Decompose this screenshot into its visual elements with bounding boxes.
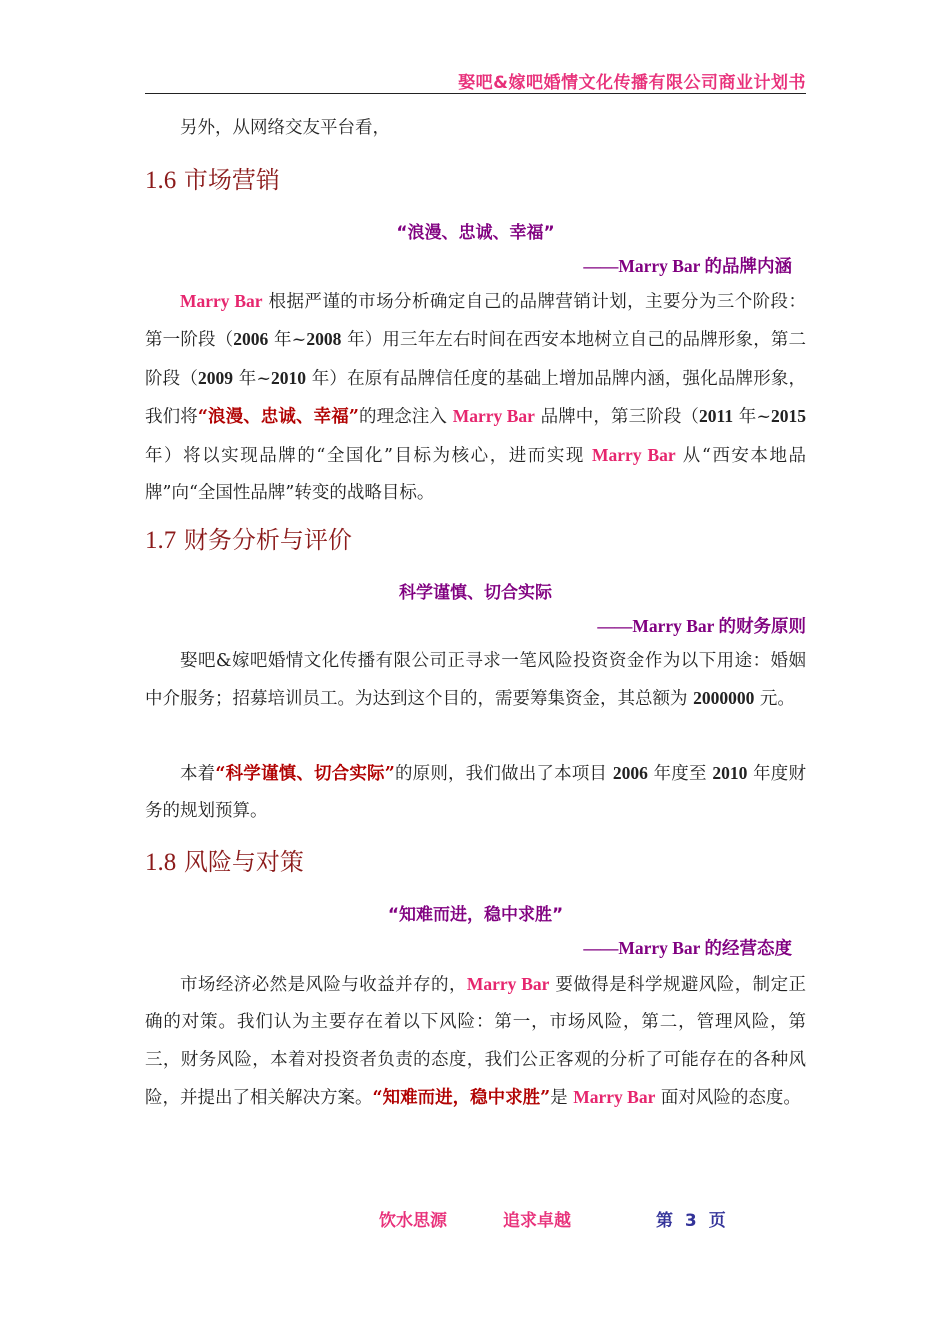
section-title: 风险与对策 — [183, 848, 304, 876]
text-run: 是 — [550, 1088, 574, 1109]
text-run: 年~ — [232, 368, 272, 389]
highlight-quote: “科学谨慎、切合实际” — [215, 764, 395, 784]
text-run: 从“西安本地品牌”向“全国性品牌”转变的战略目标。 — [145, 445, 806, 504]
text-run: 年~ — [733, 407, 772, 428]
section-title: 财务分析与评价 — [183, 526, 352, 554]
brand-name: Marry Bar — [466, 974, 550, 994]
text-run: 面对风险的态度。 — [655, 1088, 801, 1109]
section-number: 1.6 — [145, 167, 177, 194]
section-paragraph — [145, 643, 806, 719]
bold-number: 2010 — [712, 763, 748, 783]
section-number: 1.8 — [145, 849, 177, 876]
section-paragraph — [145, 966, 806, 1118]
text-run: 的原则，我们做出了本项目 — [394, 764, 613, 784]
text-run: 年度至 — [647, 764, 713, 784]
section-attribution: ——Marry Bar 的经营态度 — [583, 938, 792, 958]
text-run: 年~ — [268, 330, 307, 351]
text-run: 娶吧&嫁吧婚情文化传播有限公司正寻求一笔风险投资资金作为以下用途：婚姻中介服务；招募培训员工。为达到这个目的，需要筹集资金，其总额为 — [145, 651, 806, 710]
bold-number: 2008 — [306, 329, 342, 350]
brand-name: Marry Bar — [592, 444, 676, 465]
text-run: 年）在原有品牌信任度的基础上增加品牌内涵，强化品牌形象，我们将 — [145, 368, 807, 428]
section-quote: 科学谨慎、切合实际 — [399, 583, 552, 603]
section-heading-1-8 — [145, 842, 304, 877]
bold-number: 2000000 — [693, 688, 755, 709]
text-run: 另外，从网络交友平台看， — [180, 118, 390, 138]
footer-motto-1: 饮水思源 — [379, 1211, 447, 1231]
text-run: 要做得是科学规避风险，制定正确的对策。我们认为主要存在着以下风险：第一，市场风险，第二，管理风险，第三，财务风险，本着对投资者负责的态度，我们公正客观的分析了可能存在的各种风险，并提出了相关解决方案。 — [145, 975, 806, 1109]
bold-number: 2015 — [771, 406, 807, 427]
text-run: 市场经济必然是风险与收益并存的， — [180, 975, 467, 995]
section-quote: “浪漫、忠诚、幸福” — [396, 223, 555, 243]
section-heading-1-7 — [145, 520, 352, 555]
text-run: 的理念注入 — [358, 407, 453, 428]
section-paragraph — [145, 283, 806, 512]
header-title: 娶吧&嫁吧婚情文化传播有限公司商业计划书 — [458, 73, 806, 93]
bold-number: 2009 — [197, 367, 233, 388]
brand-name: Marry Bar — [452, 406, 535, 427]
page-number — [656, 1206, 726, 1231]
page-number-value: 3 — [684, 1211, 697, 1231]
brand-name: Marry Bar — [180, 291, 263, 311]
intro-paragraph — [145, 110, 806, 147]
bold-number: 2010 — [271, 367, 307, 388]
highlight-quote: “浪漫、忠诚、幸福” — [197, 407, 359, 428]
text-run: 年）将以实现品牌的“全国化”目标为核心，进而实现 — [145, 445, 593, 466]
footer-motto-2: 追求卓越 — [503, 1211, 571, 1231]
bold-number: 2006 — [612, 763, 648, 783]
text-run: 年）用三年左右时间在西安本地树立自己的品牌形象，第二阶段（ — [145, 330, 807, 389]
text-run: 根据严谨的市场分析确定自己的品牌营销计划，主要分为三个阶段：第一阶段（ — [145, 292, 806, 351]
bold-number: 2006 — [233, 329, 269, 350]
section-quote: “知难而进，稳中求胜” — [387, 905, 564, 925]
highlight-quote: “知难而进，稳中求胜” — [372, 1088, 551, 1109]
section-number: 1.7 — [145, 527, 177, 554]
text-run: 元。 — [754, 689, 795, 710]
page-suffix: 页 — [708, 1211, 726, 1231]
section-attribution: ——Marry Bar 的财务原则 — [597, 616, 806, 636]
text-run: 本着 — [180, 764, 216, 784]
bold-number: 2011 — [699, 406, 734, 427]
section-heading-1-6 — [145, 160, 280, 195]
header-rule — [145, 93, 806, 94]
brand-name: Marry Bar — [573, 1087, 656, 1108]
section-title: 市场营销 — [183, 166, 280, 194]
text-run: 品牌中，第三阶段（ — [534, 407, 700, 428]
section-attribution: ——Marry Bar 的品牌内涵 — [583, 256, 792, 276]
section-paragraph — [145, 755, 806, 831]
page-prefix: 第 — [656, 1211, 673, 1231]
text-run: 年度财务的规划预算。 — [145, 764, 806, 822]
